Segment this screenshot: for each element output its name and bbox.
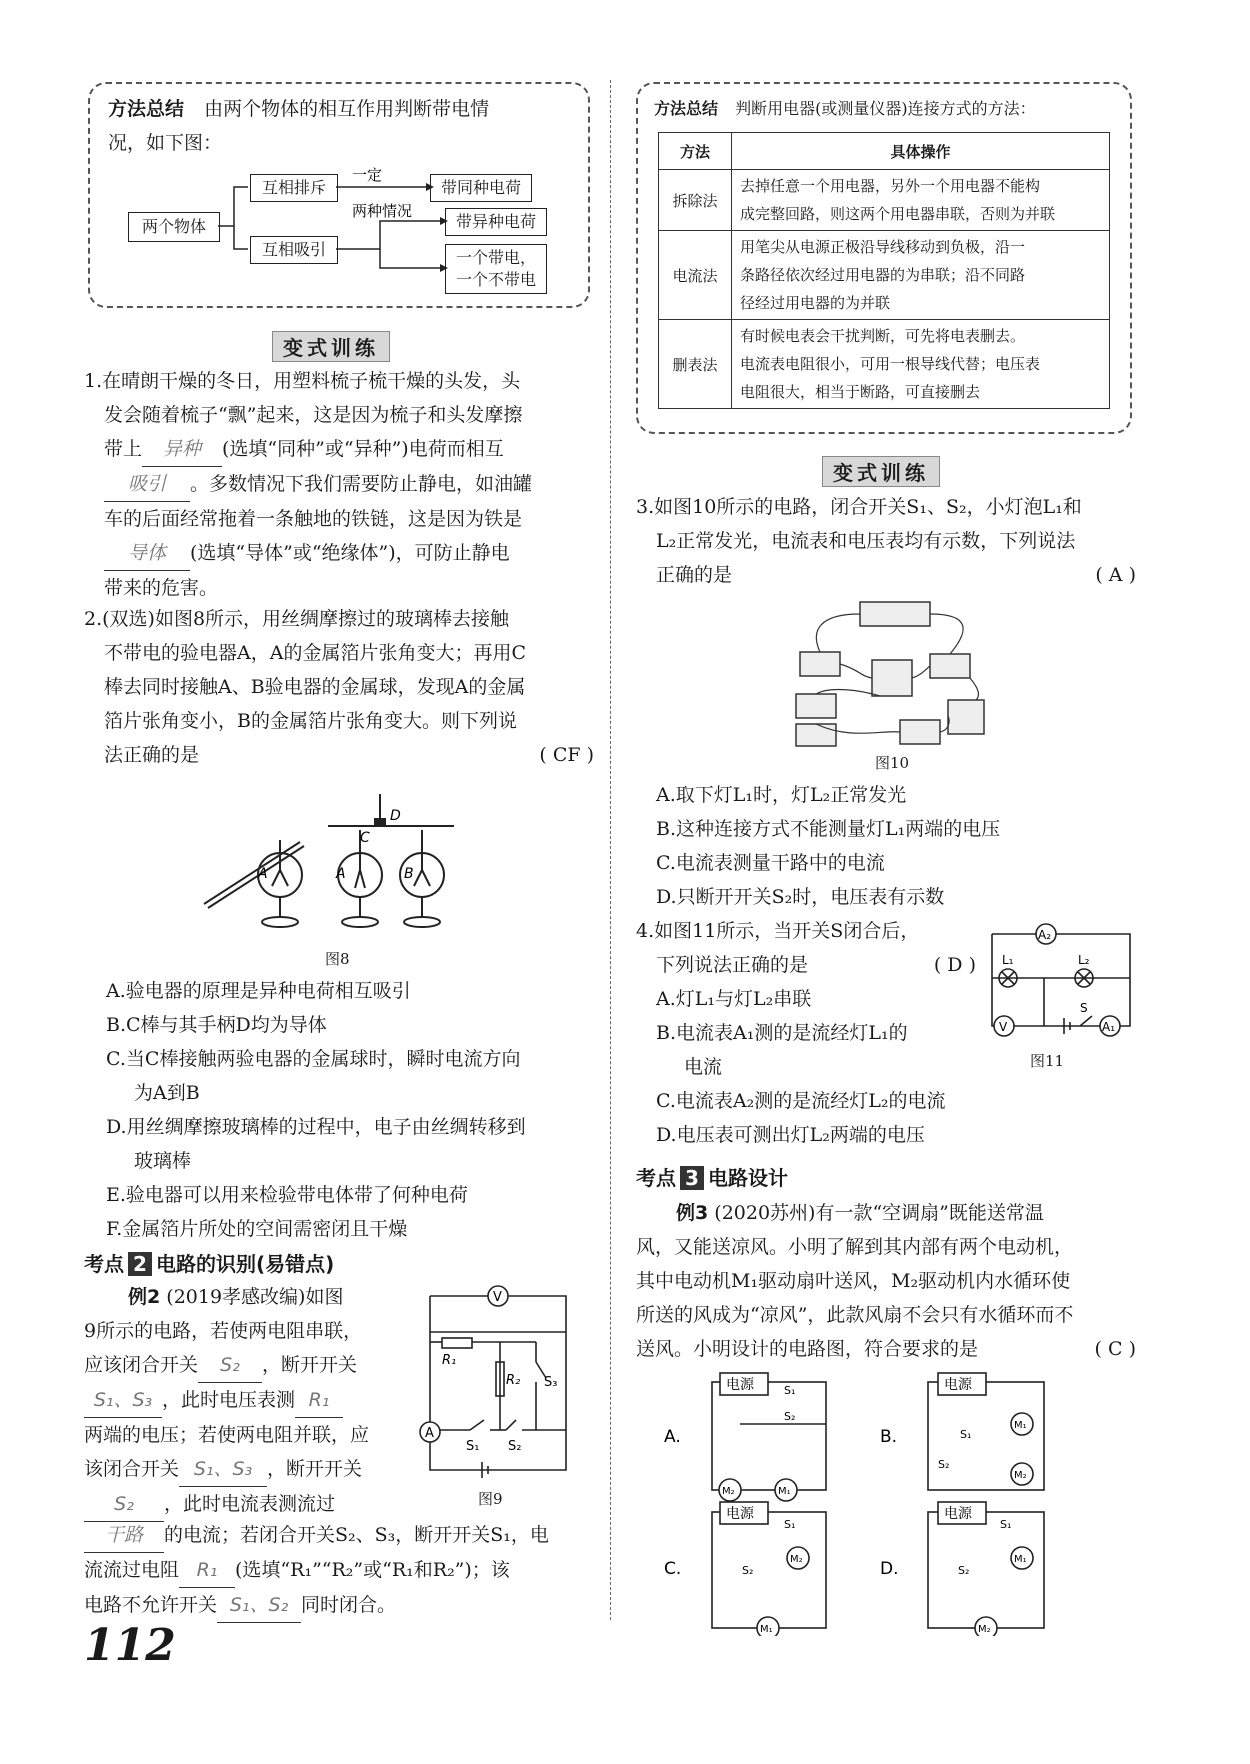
question-1 xyxy=(84,364,594,605)
column-divider xyxy=(610,80,611,1620)
q1-line: 发会随着梳子“飘”起来，这是因为梳子和头发摩擦 xyxy=(104,404,523,426)
node-same-charge: 带同种电荷 xyxy=(430,174,532,202)
q3-answer: ( A ) xyxy=(1095,564,1136,586)
q2-option: D.用丝绸摩擦玻璃棒的过程中，电子由丝绸转移到 xyxy=(106,1116,526,1138)
q4-option: B.电流表A₁测的是流经灯L₁的 xyxy=(656,1022,908,1044)
circuit-label: M₁ xyxy=(778,1486,791,1497)
answer-blank: R₁ xyxy=(179,1553,235,1588)
circuit-label: M₁ xyxy=(760,1624,773,1635)
method-summary-box-left xyxy=(88,82,590,308)
answer-blank: S₂ xyxy=(84,1487,164,1522)
answer-blank: S₁、S₃ xyxy=(179,1452,267,1487)
fig9-label: S₃ xyxy=(544,1375,558,1390)
circuit-label: S₂ xyxy=(958,1564,970,1577)
fig9-label: S₂ xyxy=(508,1439,522,1454)
figure-9-circuit xyxy=(410,1282,590,1482)
answer-blank: R₁ xyxy=(295,1383,343,1418)
q2-line: 棒去同时接触A、B验电器的金属球，发现A的金属 xyxy=(104,676,526,698)
q4-answer: ( D ) xyxy=(933,954,976,976)
circuit-label: M₂ xyxy=(790,1554,803,1565)
answer-blank: S₂ xyxy=(198,1348,262,1383)
answer-blank: S₁、S₃ xyxy=(84,1383,162,1418)
method-summary-intro: 判断用电器(或测量仪器)连接方式的方法： xyxy=(735,99,1036,118)
fig9-voltmeter: V xyxy=(493,1290,502,1305)
q4-option: 电流 xyxy=(684,1056,723,1078)
q2-line: 法正确的是 ( CF ) xyxy=(84,738,594,772)
fig9-ammeter: A xyxy=(425,1426,434,1441)
node-two-objects: 两个物体 xyxy=(128,212,220,242)
ex2-line: 两端的电压；若使两电阻并联，应 xyxy=(84,1424,370,1446)
q2-option: 玻璃棒 xyxy=(134,1150,192,1172)
node-one-charged-l1: 一个带电， xyxy=(455,248,536,267)
training-title-left: 变式训练 xyxy=(272,331,390,362)
concept-arrows xyxy=(90,84,588,306)
figure-11-caption: 图11 xyxy=(1030,1052,1065,1070)
kp3-heading: 考点 3 电路设计 xyxy=(636,1166,788,1190)
fig11-label: A₁ xyxy=(1102,1020,1116,1034)
fig9-label: R₁ xyxy=(442,1353,457,1368)
node-repel: 互相排斥 xyxy=(250,174,338,202)
q4-option: D.电压表可测出灯L₂两端的电压 xyxy=(656,1124,925,1146)
example-3: 例3 (2020苏州)有一款“空调扇”既能送常温 风，又能送凉风。小明了解到其内部有两个电动机， 其中电动机M₁驱动扇叶送风，M₂驱动机内水循环使 所送的风成为“凉风”，此款风扇不会只有水循环而不 送风。小明设计的电路图，符合要求的是 ( C ) xyxy=(636,1196,1136,1366)
label-definite: 一定 xyxy=(352,166,383,184)
ex2-line: 9所示的电路，若使两电阻串联， xyxy=(84,1320,363,1342)
answer-blank: 吸引 xyxy=(104,467,190,502)
ex3-line: 所送的风成为“凉风”，此款风扇不会只有水循环而不 xyxy=(636,1304,1074,1326)
q3-option: A.取下灯L₁时，灯L₂正常发光 xyxy=(656,784,907,806)
fig11-label: V xyxy=(999,1020,1008,1034)
q2-option: F.金属箔片所处的空间需密闭且干燥 xyxy=(106,1218,408,1240)
fig11-label: L₁ xyxy=(1002,953,1014,967)
method-summary-title: 方法总结 xyxy=(108,98,185,120)
q1-line: 1.在晴朗干燥的冬日，用塑料梳子梳干燥的头发，头 xyxy=(84,370,521,392)
circuit-option-letter: D. xyxy=(880,1559,899,1579)
q2-line: 不带电的验电器A，A的金属箔片张角变大；再用C xyxy=(104,642,526,664)
q3-option: C.电流表测量干路中的电流 xyxy=(656,852,885,874)
figure-9-caption: 图9 xyxy=(478,1490,503,1508)
q2-line: 2.(双选)如图8所示，用丝绸摩擦过的玻璃棒去接触 xyxy=(84,608,510,630)
power-source: 电源 xyxy=(944,1506,972,1522)
q2-option: A.验电器的原理是异种电荷相互吸引 xyxy=(106,980,411,1002)
q3-option: D.只断开开关S₂时，电压表有示数 xyxy=(656,886,945,908)
q3-line: 3.如图10所示的电路，闭合开关S₁、S₂，小灯泡L₁和 xyxy=(636,496,1082,518)
q1-line: 导体 (选填“导体”或“绝缘体”)，可防止静电 xyxy=(84,536,594,571)
figure-10-caption: 图10 xyxy=(875,754,910,772)
q2-option: B.C棒与其手柄D均为导体 xyxy=(106,1014,327,1036)
fig9-label: S₁ xyxy=(466,1439,480,1454)
kp3-number: 3 xyxy=(680,1166,704,1190)
question-4: 4.如图11所示，当开关S闭合后， 下列说法正确的是 ( D ) A.灯L₁与灯L₂串联 B.电流表A₁测的是流经灯L₁的 电流 xyxy=(636,914,976,1084)
table-row: 删表法 有时候电表会干扰判断，可先将电表删去。 电流表电阻很小，可用一根导线代替；电压表 电阻很大，相当于断路，可直接删去 xyxy=(659,320,1110,409)
power-source: 电源 xyxy=(944,1377,972,1393)
q4-option: C.电流表A₂测的是流经灯L₂的电流 xyxy=(656,1090,946,1112)
circuit-label: M₂ xyxy=(1014,1470,1027,1481)
fig8-label: D xyxy=(390,808,401,824)
method-summary-title: 方法总结 xyxy=(654,99,719,118)
q1-line: 带来的危害。 xyxy=(104,577,219,599)
training-title-right: 变式训练 xyxy=(822,456,940,487)
fig11-label: S xyxy=(1080,1001,1088,1015)
method-summary-line: 况，如下图： xyxy=(108,132,223,154)
q4-line: 4.如图11所示，当开关S闭合后， xyxy=(636,920,920,942)
q3-option: B.这种连接方式不能测量灯L₁两端的电压 xyxy=(656,818,1001,840)
kp2-heading: 考点 2 电路的识别(易错点) xyxy=(84,1252,335,1276)
q2-answer: ( CF ) xyxy=(539,744,594,766)
question-2 xyxy=(84,602,594,772)
ex3-label: 例3 xyxy=(676,1202,709,1224)
q1-line: 吸引 。多数情况下我们需要防止静电，如油罐 xyxy=(84,467,594,502)
fig8-label: A xyxy=(336,866,346,882)
circuit-label: M₂ xyxy=(978,1624,991,1635)
page-number: 112 xyxy=(84,1620,176,1671)
circuit-label: S₁ xyxy=(1000,1518,1012,1531)
node-attract: 互相吸引 xyxy=(250,236,338,264)
circuit-label: S₂ xyxy=(938,1458,950,1471)
q1-line: 车的后面经常拖着一条触地的铁链，这是因为铁是 xyxy=(104,508,523,530)
circuit-option-letter: C. xyxy=(664,1559,682,1579)
question-3: 3.如图10所示的电路，闭合开关S₁、S₂，小灯泡L₁和 L₂正常发光，电流表和电压表均有示数，下列说法 正确的是 ( A ) xyxy=(636,490,1136,592)
fig11-label: A₂ xyxy=(1038,928,1052,942)
ex3-line: 其中电动机M₁驱动扇叶送风，M₂驱动机内水循环使 xyxy=(636,1270,1071,1292)
circuit-option-letter: B. xyxy=(880,1427,898,1447)
fig8-label: B xyxy=(404,866,414,882)
q3-line: L₂正常发光，电流表和电压表均有示数，下列说法 xyxy=(656,530,1076,552)
method-summary-line: 由两个物体的相互作用判断带电情 xyxy=(204,98,490,120)
figure-10-physical-circuit xyxy=(780,590,1000,750)
circuit-option-letter: A. xyxy=(664,1427,681,1447)
ex3-answer: ( C ) xyxy=(1094,1338,1136,1360)
q2-line: 箔片张角变小，B的金属箔片张角变大。则下列说 xyxy=(104,710,517,732)
q2-option: C.当C棒接触两验电器的金属球时，瞬时电流方向 xyxy=(106,1048,521,1070)
ex2-label: 例2 xyxy=(128,1286,161,1308)
answer-blank: 导体 xyxy=(104,536,190,571)
answer-blank: 干路 xyxy=(84,1518,164,1553)
q2-option: E.验电器可以用来检验带电体带了何种电荷 xyxy=(106,1184,468,1206)
fig11-label: L₂ xyxy=(1078,953,1090,967)
fig9-label: R₂ xyxy=(506,1373,521,1388)
fig8-label: C xyxy=(360,830,370,846)
circuit-label: S₁ xyxy=(960,1428,972,1441)
q2-options xyxy=(106,974,596,1246)
q1-line: 带上 异种 (选填“同种”或“异种”)电荷而相互 xyxy=(84,432,594,467)
q3-options xyxy=(656,778,1126,914)
kp2-number: 2 xyxy=(128,1252,152,1276)
node-diff-charge: 带异种电荷 xyxy=(445,208,547,236)
method-table xyxy=(658,132,1110,409)
example-3-circuits xyxy=(660,1372,1120,1636)
answer-blank: S₁、S₂ xyxy=(217,1588,301,1623)
table-header: 具体操作 xyxy=(732,133,1110,170)
answer-blank: 异种 xyxy=(142,432,222,467)
circuit-label: S₂ xyxy=(742,1564,754,1577)
figure-11-circuit xyxy=(980,918,1140,1048)
table-header: 方法 xyxy=(659,133,732,170)
power-source: 电源 xyxy=(726,1377,754,1393)
figure-8-caption: 图8 xyxy=(325,950,350,968)
power-source: 电源 xyxy=(726,1506,754,1522)
q4-option: A.灯L₁与灯L₂串联 xyxy=(656,988,812,1010)
example-2-cont: 干路 的电流；若闭合开关S₂、S₃，断开开关S₁，电 流流过电阻 R₁ (选填“R₁”“R₂”或“R₁和R₂”)；该 电路不允许开关 S₁、S₂ 同时闭合。 xyxy=(84,1518,599,1623)
node-one-charged-l2: 一个不带电 xyxy=(455,270,536,289)
circuit-label: S₁ xyxy=(784,1384,796,1397)
circuit-label: M₁ xyxy=(1014,1420,1027,1431)
circuit-label: M₁ xyxy=(1014,1554,1027,1565)
table-row: 电流法 用笔尖从电源正极沿导线移动到负极，沿一 条路径依次经过用电器的为串联；沿不同路 径经过用电器的为并联 xyxy=(659,231,1110,320)
circuit-label: S₁ xyxy=(784,1518,796,1531)
example-2: 例2 (2019孝感改编)如图 9所示的电路，若使两电阻串联， 应该闭合开关 S₂ ，断开开关 S₁、S₃ ，此时电压表测 R₁ 两端的电压；若使两电阻并联，应 该闭合开关 S₁、S₃ ，断开开关 S₂ ，此时电流表测流过 xyxy=(84,1280,424,1522)
method-summary-box-right xyxy=(636,82,1132,434)
ex3-line: 风，又能送凉风。小明了解到其内部有两个电动机， xyxy=(636,1236,1074,1258)
fig8-label: A xyxy=(258,866,268,882)
q2-option: 为A到B xyxy=(134,1082,200,1104)
q4-options-cont xyxy=(656,1084,1126,1152)
figure-8-electroscopes xyxy=(200,780,500,940)
circuit-label: M₂ xyxy=(722,1486,735,1497)
table-row: 拆除法 去掉任意一个用电器，另外一个用电器不能构 成完整回路，则这两个用电器串联，否则为并联 xyxy=(659,170,1110,231)
label-two-cases: 两种情况 xyxy=(352,202,413,220)
circuit-label: S₂ xyxy=(784,1410,796,1423)
